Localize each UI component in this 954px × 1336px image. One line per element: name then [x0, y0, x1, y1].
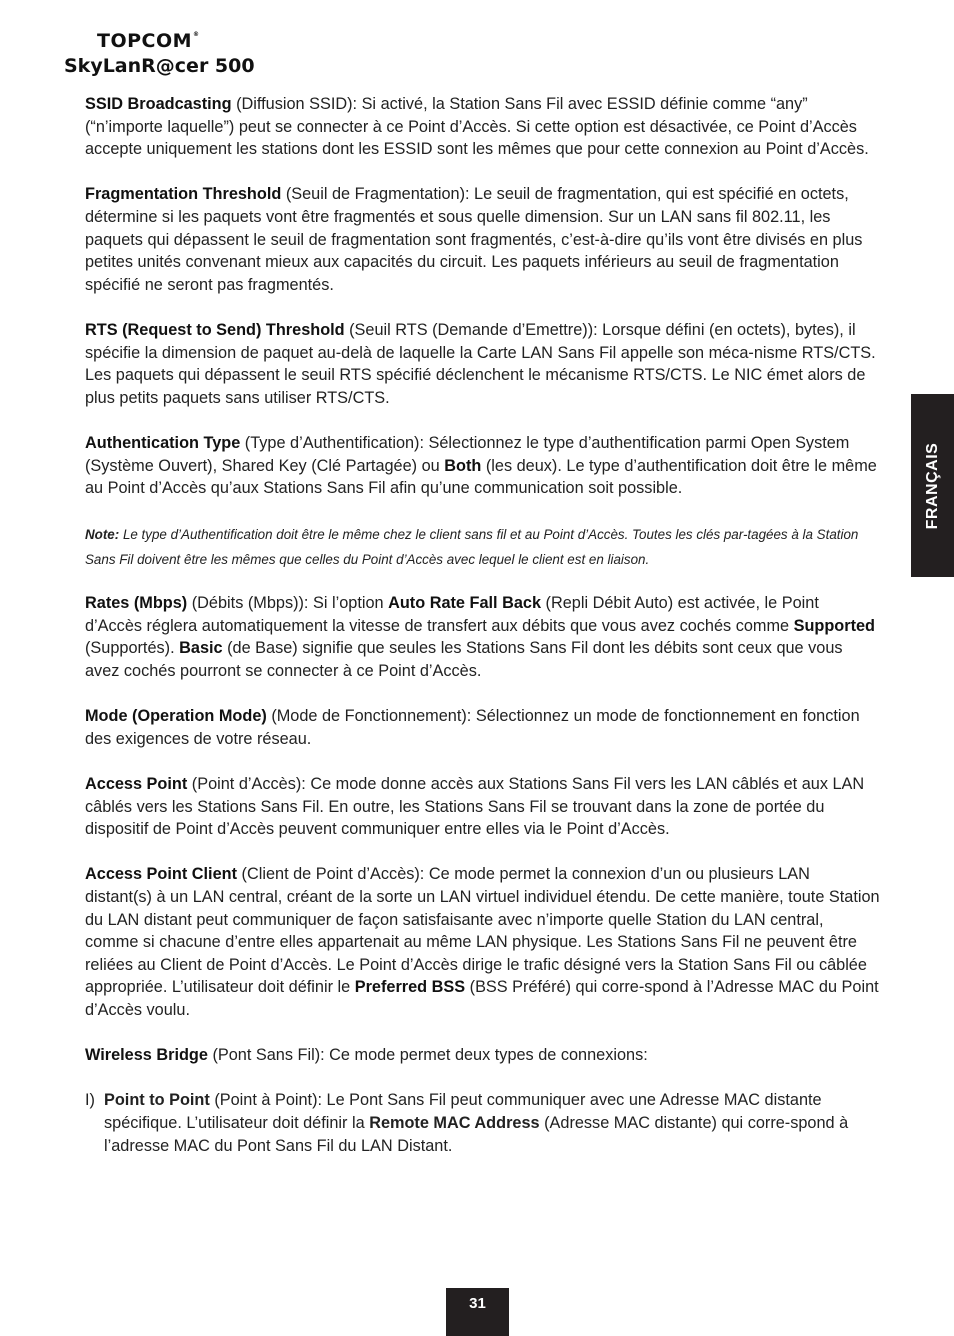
paragraph-text: (Diffusion SSID): Si activé, la Station Sans Fil avec ESSID définie comme “any” (“n’importe laquelle”) peut se connecter à ce Point d’Accès. Si cette option est désactivée, ce Point d’Accès accepte uniquement les stations dont les ESSID sont les mêmes que pour cette connexion au Point d’Accès. [85, 95, 869, 159]
paragraph-fragmentation-threshold [85, 183, 880, 296]
paragraph-rts-threshold [85, 319, 880, 409]
list-item-body [104, 1089, 880, 1157]
paragraph-text: (de Base) signifie que seules les Stations Sans Fil dont les débits sont ceux que vous avez cochés pourront se connecter à ce Point d’Accès. [85, 639, 843, 681]
list-item-point-to-point [85, 1089, 880, 1157]
term-basic: Basic [179, 639, 223, 658]
document-body [85, 93, 880, 1157]
topcom-logo: TOPCOM ® [97, 30, 200, 52]
paragraph-access-point [85, 773, 880, 841]
term-supported: Supported [793, 616, 876, 635]
term-remote-mac-address: Remote MAC Address [369, 1113, 540, 1132]
paragraph-text: (Débits (Mbps)): Si l’option [187, 594, 389, 613]
paragraph-text: (Mode de Fonctionnement): Sélectionnez un mode de fonctionnement en fonction des exigences de votre réseau. [85, 707, 860, 748]
term-wireless-bridge: Wireless Bridge [85, 1046, 208, 1065]
term-authentication-type: Authentication Type [85, 433, 241, 452]
paragraph-text: (Client de Point d’Accès): Ce mode permet la connexion d’un ou plusieurs LAN distant(s) à un LAN central, créant de la sorte un LAN virtuel individuel étendu. De cette manière, toute Station du LAN distant peut communiquer de façon satisfaisante avec n’importe quelle Station du LAN central, comme si chacune d’entre elles appartenait au même LAN physique. Les Stations Sans Fil ne peuvent être reliées au Client de Point d’Accès. Le Point d’Accès dirige le trafic désigné vers la Station Sans Fil ou câblée appropriée. L’utilisateur doit définir le [85, 865, 880, 997]
paragraph-wireless-bridge [85, 1044, 880, 1067]
term-point-to-point: Point to Point [104, 1091, 210, 1110]
paragraph-text: (Repli Débit Auto) est activée, le Point d’Accès réglera automatiquement la vitesse de transfert aux débits que vous avez cochés comme [85, 594, 819, 635]
paragraph-text: (Supportés). [85, 639, 180, 658]
product-name: SkyLanR@cer 500 [64, 55, 255, 77]
paragraph-text: (Point d’Accès): Ce mode donne accès aux Stations Sans Fil vers les LAN câblés et aux LAN câblés vers les Stations Sans Fil. En outre, les Stations Sans Fil se trouvant dans la zone de portée du dispositif de Point d’Accès peuvent communiquer entre elles via le Point d’Accès. [85, 775, 865, 839]
language-label: FRANÇAIS [923, 442, 941, 529]
paragraph-text: (Seuil RTS (Demande d’Emettre)): Lorsque défini (en octets), bytes), il spécifie la dimension de paquet au-delà de laquelle la Carte LAN Sans Fil appelle son méca-nisme RTS/CTS. Les paquets qui dépassent le seuil RTS spécifié déclenchent le mécanisme RTS/CTS. Le NIC émet alors de plus petits paquets sans utiliser RTS/CTS. [85, 320, 876, 407]
paragraph-text: (Point à Point): Le Pont Sans Fil peut communiquer avec une Adresse MAC distante spécifique. L’utilisateur doit définir la [104, 1091, 822, 1132]
paragraph-rates [85, 592, 880, 682]
paragraph-text: (BSS Préféré) qui corre-spond à l’Adresse MAC du Point d’Accès voulu. [85, 978, 879, 1019]
note-label: Note: [85, 527, 120, 543]
paragraph-ssid-broadcasting [85, 93, 880, 161]
term-preferred-bss: Preferred BSS [354, 978, 466, 997]
term-auto-rate-fall-back: Auto Rate Fall Back [388, 594, 542, 613]
paragraph-access-point-client [85, 863, 880, 1021]
page-number: 31 [446, 1288, 509, 1336]
page-header [64, 32, 255, 77]
term-access-point: Access Point [85, 775, 188, 794]
list-marker: I) [85, 1091, 95, 1110]
paragraph-text: (Pont Sans Fil): Ce mode permet deux types de connexions: [207, 1046, 648, 1065]
language-side-tab [911, 394, 954, 577]
paragraph-text: (Seuil de Fragmentation): Le seuil de fragmentation, qui est spécifié en octets, détermine si les paquets vont être fragmentés et sous quelle dimension. Sur un LAN sans fil 802.11, les paquets qui dépassent le seuil de fragmentation sont fragmentés, c’est-à-dire qu’ils vont être divisés en plus petites unités convenant mieux aux capacités du circuit. Les paquets inférieurs au seuil de fragmentation spécifié ne seront pas fragmentés. [85, 185, 863, 294]
term-operation-mode: Mode (Operation Mode) [85, 707, 267, 726]
term-rts-threshold: RTS (Request to Send) Threshold [85, 320, 345, 339]
note-paragraph [85, 522, 880, 572]
logo-text: TOPCOM [97, 30, 193, 52]
note-text: Le type d’Authentification doit être le même chez le client sans fil et au Point d’Accès. Toutes les clés par-tagées à la Station Sans Fil doivent être les mêmes que celles du Point d’Accès avec lequel le client est en liaison. [85, 527, 859, 568]
paragraph-authentication-type [85, 432, 880, 500]
paragraph-text: (Adresse MAC distante) qui corre-spond à l’adresse MAC du Pont Sans Fil du LAN Distant. [104, 1113, 849, 1155]
paragraph-text: (les deux). Le type d’authentification doit être le même au Point d’Accès qu’aux Stations Sans Fil afin qu’une communication soit possible. [85, 456, 877, 498]
paragraph-operation-mode [85, 705, 880, 750]
term-fragmentation-threshold: Fragmentation Threshold [85, 185, 282, 204]
paragraph-text: (Type d’Authentification): Sélectionnez le type d’authentification parmi Open System (Système Ouvert), Shared Key (Clé Partagée) ou [85, 433, 850, 475]
term-rates: Rates (Mbps) [85, 594, 188, 613]
term-access-point-client: Access Point Client [85, 865, 238, 884]
term-ssid-broadcasting: SSID Broadcasting [85, 95, 232, 113]
term-both: Both [444, 456, 482, 475]
